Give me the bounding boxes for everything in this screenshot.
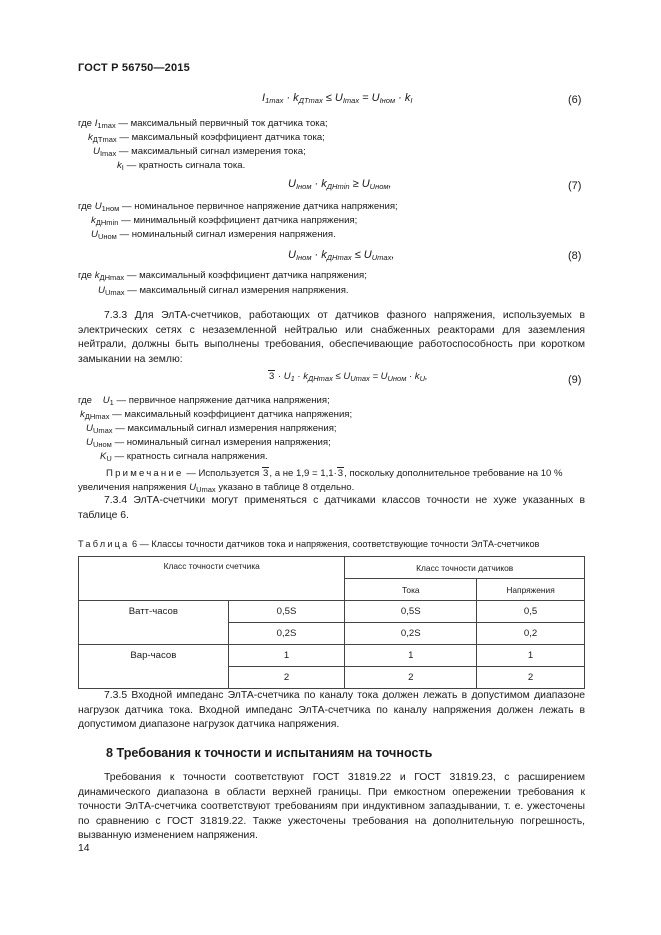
table-row: [79, 601, 585, 623]
table-cell-group: Ватт-часов: [79, 601, 229, 645]
table-cell-current: 0,5S: [345, 601, 477, 623]
paragraph-7-3-5: 7.3.5 Входной импеданс ЭлТА-счетчика по каналу тока должен лежать в допустимом диапазоне нагрузок датчика тока. Входной импеданс ЭлТА-счетчика по каналу напряжения должен лежать в допустимом диапазоне нагрузок датчика напряжения.: [78, 690, 585, 731]
definition-9-1: где $U_1$ — первичное напряжение датчика напряжения;: [78, 395, 330, 407]
paragraph-7-3-4: 7.3.4 ЭлТА-счетчики могут применяться с датчиками классов точности не хуже указанных в таблице 6.: [78, 495, 585, 521]
definition-6-2: $k_{ДТmax}$ — максимальный коэффициент датчика тока;: [88, 132, 325, 144]
table-cell-class: 0,5S: [228, 601, 345, 623]
table-header-sensor-class: Класс точности датчиков: [345, 557, 585, 579]
definition-9-4: $U_{Uном}$ — номинальный сигнал измерения напряжения;: [86, 437, 331, 449]
table-cell-group: Вар-часов: [79, 645, 229, 689]
table-row: [79, 645, 585, 667]
table-cell-current: 2: [345, 667, 477, 689]
definition-7-2: $k_{ДНmin}$ — минимальный коэффициент датчика напряжения;: [91, 215, 358, 227]
table-header-meter-class: Класс точности счетчика: [79, 557, 345, 601]
definition-7-3: $U_{Uном}$ — номинальный сигнал измерения напряжения.: [91, 229, 336, 241]
definition-6-1: где $I_{1max}$ — максимальный первичный ток датчика тока;: [78, 118, 328, 130]
equation-6-number: (6): [568, 94, 582, 106]
note-line-1: Примечание — Используется 3, а не 1,9 = 1,1·3, поскольку дополнительное требование на 10 %: [106, 468, 563, 479]
table-6: [78, 556, 585, 689]
definition-6-3: $U_{Imax}$ — максимальный сигнал измерения тока;: [93, 146, 306, 158]
equation-9-number: (9): [568, 374, 582, 386]
table-cell-voltage: 1: [477, 645, 585, 667]
definition-6-4: $k_I$ — кратность сигнала тока.: [117, 160, 246, 172]
equation-7-number: (7): [568, 180, 582, 192]
definition-9-3: $U_{Umax}$ — максимальный сигнал измерения напряжения;: [86, 423, 337, 435]
note-line-2: увеличения напряжения $U_{Umax}$ указано в таблице 8 отдельно.: [78, 482, 355, 494]
table-cell-current: 0,2S: [345, 623, 477, 645]
equation-7: $U_{Iном} \cdot k_{ДНmin} \ge U_{Uном}$,: [288, 178, 392, 191]
table-cell-class: 0,2S: [228, 623, 345, 645]
table-cell-class: 1: [228, 645, 345, 667]
paragraph-7-3-3: 7.3.3 Для ЭлТА-счетчиков, работающих от датчиков фазного напряжения, используемых в электрических сетях с незаземленной нейтралью или снабженных реакторами для заземления нейтрали, должны быть выполнены требования, обеспечивающие работоспособность при коротком замыкании на землю:: [78, 310, 585, 365]
equation-6: $I_{1max} \cdot k_{ДТmax} \le U_{Imax} = U_{Iном} \cdot k_I$: [262, 92, 413, 105]
equation-8-number: (8): [568, 250, 582, 262]
table-header-current: Тока: [345, 579, 477, 601]
section-8-text: Требования к точности соответствуют ГОСТ 31819.22 и ГОСТ 31819.23, с расширением динамического диапазона в области верхней границы. При емкостном опережении требования к точности ЭлТА-счетчика соответствуют требованиям при индуктивном запаздывании, т. е. ужесточены по сравнению с ГОСТ 31819.22. Также ужесточены требования на дополнительную погрешность, вызванную изменением напряжения.: [78, 772, 585, 842]
table-cell-voltage: 0,5: [477, 601, 585, 623]
table-6-caption: Таблица 6 — Классы точности датчиков тока и напряжения, соответствующие точности ЭлТА-счетчиков: [78, 539, 540, 549]
table-header-voltage: Напряжения: [477, 579, 585, 601]
section-8-heading: 8 Требования к точности и испытаниям на точность: [106, 746, 433, 760]
equation-9: $3 \cdot U_1 \cdot k_{ДНmax} \le U_{Umax} = U_{Uном} \cdot k_U$,: [269, 371, 428, 383]
table-cell-voltage: 0,2: [477, 623, 585, 645]
document-header: ГОСТ Р 56750—2015: [78, 62, 190, 74]
table-cell-current: 1: [345, 645, 477, 667]
definition-8-2: $U_{Umax}$ — максимальный сигнал измерения напряжения.: [98, 285, 349, 297]
table-cell-voltage: 2: [477, 667, 585, 689]
equation-8: $U_{Iном} \cdot k_{ДНmax} \le U_{Umax}$,: [288, 249, 395, 262]
definition-8-1: где $k_{ДНmax}$ — максимальный коэффициент датчика напряжения;: [78, 270, 367, 282]
page-number: 14: [78, 843, 90, 854]
definition-9-2: $k_{ДНmax}$ — максимальный коэффициент датчика напряжения;: [80, 409, 353, 421]
table-cell-class: 2: [228, 667, 345, 689]
definition-9-5: $K_U$ — кратность сигнала напряжения.: [100, 451, 268, 463]
definition-7-1: где $U_{1ном}$ — номинальное первичное напряжение датчика напряжения;: [78, 201, 398, 213]
